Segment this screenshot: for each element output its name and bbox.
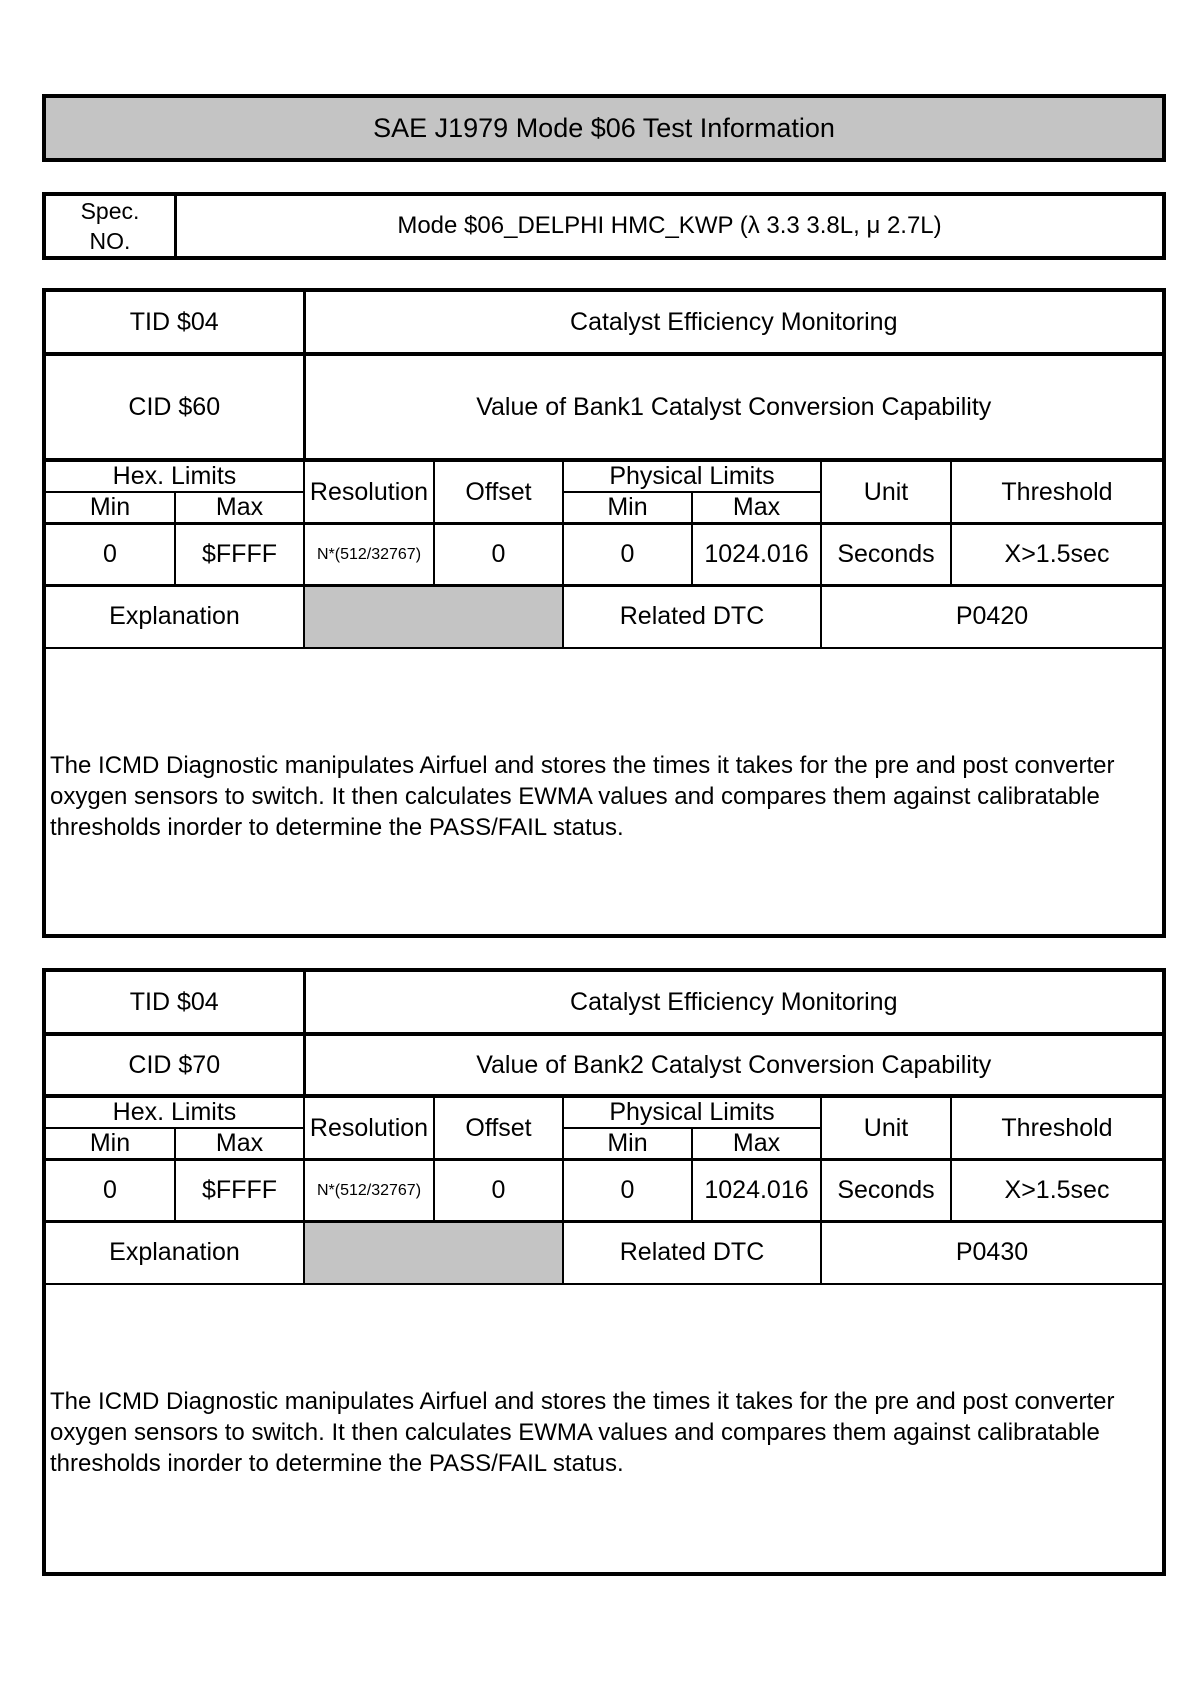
cid-description: Value of Bank1 Catalyst Conversion Capability: [304, 354, 1162, 460]
threshold-value: X>1.5sec: [951, 524, 1162, 586]
document-title: [42, 94, 1166, 162]
resolution-value: N*(512/32767): [304, 524, 434, 586]
spec-value: Mode $06_DELPHI HMC_KWP (λ 3.3 3.8L, μ 2.7L): [397, 212, 942, 239]
phys-max-header: Max: [692, 1128, 821, 1160]
related-dtc-label: Related DTC: [563, 1222, 821, 1284]
explanation-label: Explanation: [46, 1222, 304, 1284]
related-dtc-label: Related DTC: [563, 586, 821, 648]
phys-min-header: Min: [563, 1128, 692, 1160]
hex-min-value: 0: [46, 1160, 175, 1222]
tid-description: Catalyst Efficiency Monitoring: [304, 292, 1162, 354]
resolution-header: Resolution: [304, 1096, 434, 1160]
phys-min-value: 0: [563, 1160, 692, 1222]
related-dtc-value: P0430: [821, 1222, 1162, 1284]
resolution-header: Resolution: [304, 460, 434, 524]
cid-description: Value of Bank2 Catalyst Conversion Capability: [304, 1034, 1162, 1096]
spec-label: [46, 196, 177, 256]
hex-min-value: 0: [46, 524, 175, 586]
spec-label-line2: NO.: [89, 228, 131, 254]
test-block-1: [42, 288, 1166, 938]
threshold-value: X>1.5sec: [951, 1160, 1162, 1222]
phys-min-header: Min: [563, 492, 692, 524]
hex-max-header: Max: [175, 1128, 304, 1160]
offset-value: 0: [434, 1160, 563, 1222]
physical-limits-header: Physical Limits: [563, 1096, 821, 1128]
hex-min-header: Min: [46, 1128, 175, 1160]
offset-header: Offset: [434, 1096, 563, 1160]
hex-min-header: Min: [46, 492, 175, 524]
hex-max-value: $FFFF: [175, 1160, 304, 1222]
test-2-table: [46, 972, 1162, 1285]
hex-limits-header: Hex. Limits: [46, 1096, 304, 1128]
unit-header: Unit: [821, 1096, 951, 1160]
unit-header: Unit: [821, 460, 951, 524]
unit-value: Seconds: [821, 1160, 951, 1222]
phys-min-value: 0: [563, 524, 692, 586]
offset-value: 0: [434, 524, 563, 586]
phys-max-header: Max: [692, 492, 821, 524]
offset-header: Offset: [434, 460, 563, 524]
threshold-header: Threshold: [951, 460, 1162, 524]
physical-limits-header: Physical Limits: [563, 460, 821, 492]
explanation-blank-cell: [304, 586, 563, 648]
explanation-label: Explanation: [46, 586, 304, 648]
hex-max-header: Max: [175, 492, 304, 524]
test-block-2: [42, 968, 1166, 1576]
cid-cell: CID $70: [46, 1034, 304, 1096]
tid-description: Catalyst Efficiency Monitoring: [304, 972, 1162, 1034]
related-dtc-value: P0420: [821, 586, 1162, 648]
cid-cell: CID $60: [46, 354, 304, 460]
spec-number-row: [42, 192, 1166, 260]
tid-cell: TID $04: [46, 972, 304, 1034]
threshold-header: Threshold: [951, 1096, 1162, 1160]
document-title-text: SAE J1979 Mode $06 Test Information: [373, 112, 835, 143]
resolution-value: N*(512/32767): [304, 1160, 434, 1222]
spec-label-line1: Spec.: [80, 198, 140, 224]
explanation-text: The ICMD Diagnostic manipulates Airfuel and stores the times it takes for the pre and post converter oxygen sensors to switch. It then calculates EWMA values and compares them against calibratable thresholds inorder to determine the PASS/FAIL status.: [50, 752, 1115, 841]
test-1-table: [46, 292, 1162, 649]
hex-limits-header: Hex. Limits: [46, 460, 304, 492]
explanation-blank-cell: [304, 1222, 563, 1284]
unit-value: Seconds: [821, 524, 951, 586]
explanation-text: The ICMD Diagnostic manipulates Airfuel and stores the times it takes for the pre and post converter oxygen sensors to switch. It then calculates EWMA values and compares them against calibratable thresholds inorder to determine the PASS/FAIL status.: [50, 1388, 1115, 1477]
hex-max-value: $FFFF: [175, 524, 304, 586]
phys-max-value: 1024.016: [692, 524, 821, 586]
phys-max-value: 1024.016: [692, 1160, 821, 1222]
tid-cell: TID $04: [46, 292, 304, 354]
